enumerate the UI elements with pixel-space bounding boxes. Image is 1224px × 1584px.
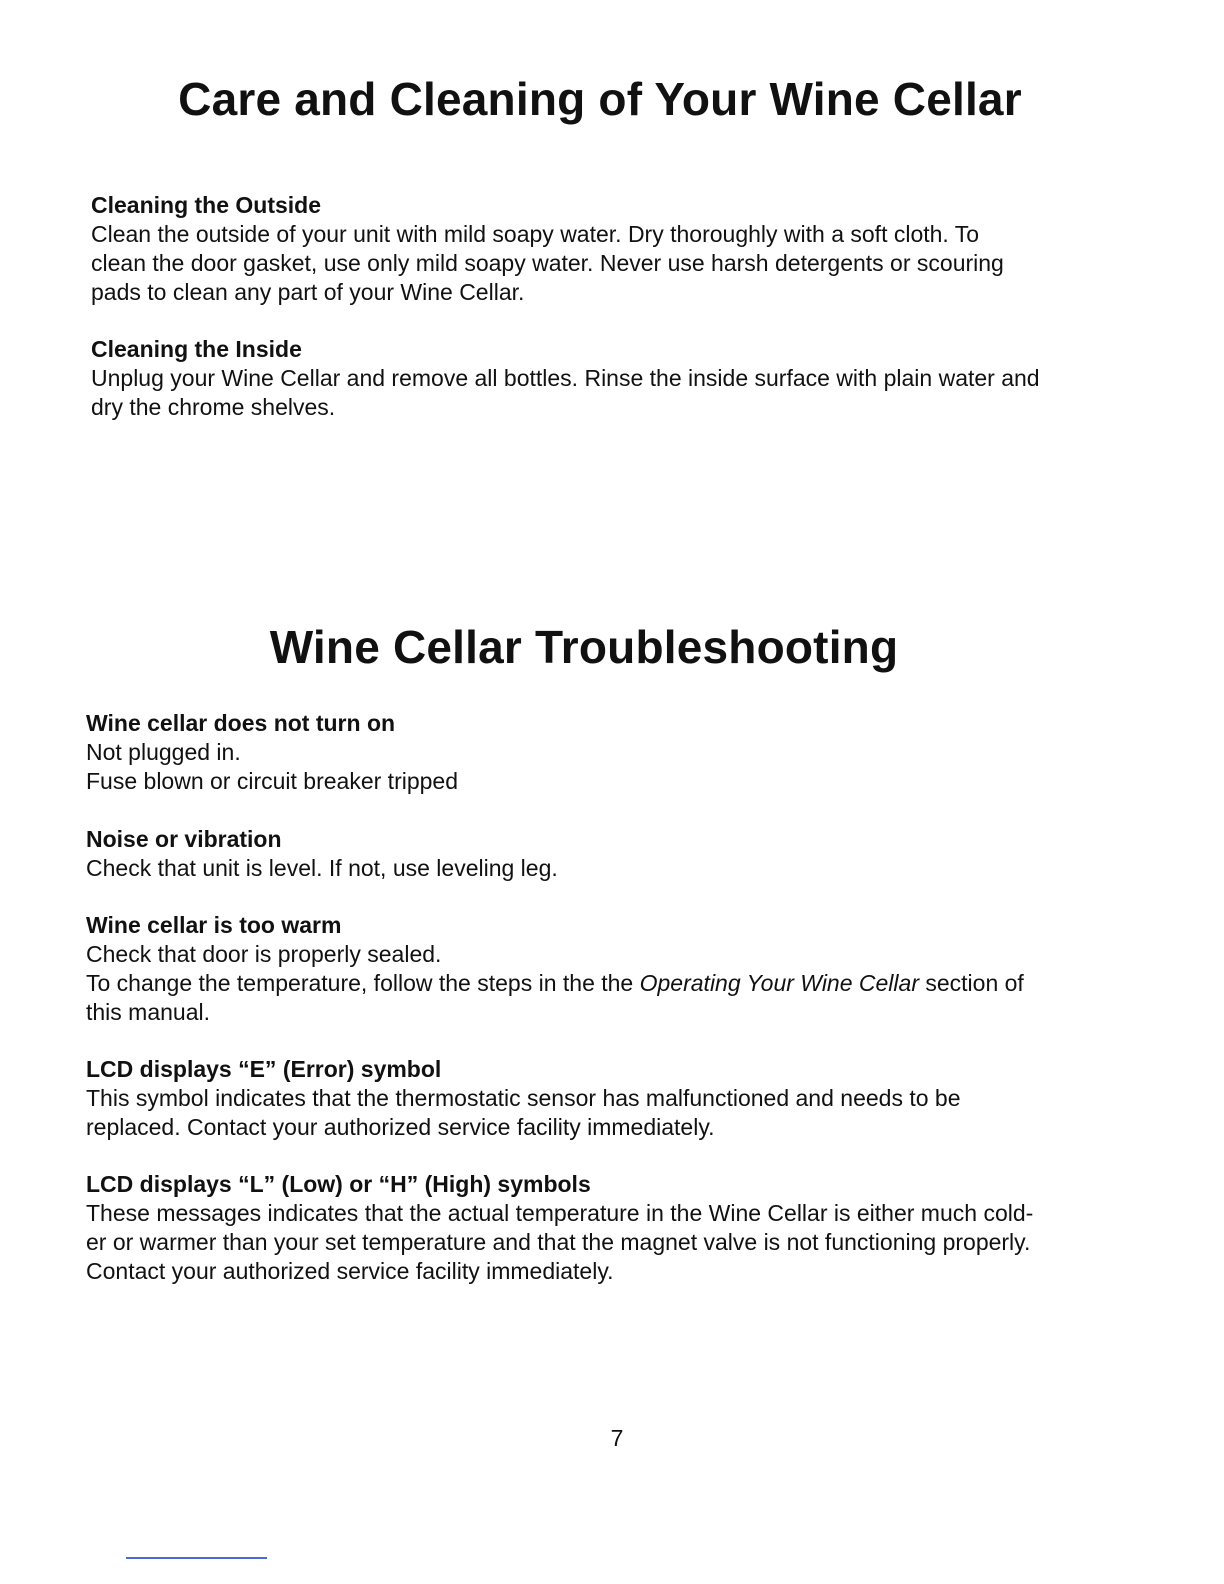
too-warm-line-2-end: section of — [918, 970, 1024, 996]
error-symbol-line-2: replaced. Contact your authorized service facility immediately. — [86, 1114, 715, 1140]
page-number: 7 — [610, 1425, 624, 1451]
no-power-line-2: Fuse blown or circuit breaker tripped — [86, 768, 458, 794]
cleaning-inside-heading: Cleaning the Inside — [91, 336, 302, 362]
error-symbol-heading: LCD displays “E” (Error) symbol — [86, 1056, 442, 1082]
error-symbol-section — [86, 1055, 1096, 1142]
no-power-line-1: Not plugged in. — [86, 739, 241, 765]
no-power-section — [86, 709, 1096, 796]
low-high-line-3: Contact your authorized service facility immediately. — [86, 1258, 614, 1284]
low-high-line-2: er or warmer than your set temperature and that the magnet valve is not functioning properly. — [86, 1229, 1031, 1255]
too-warm-section — [86, 911, 1096, 1027]
footer-rule — [126, 1557, 267, 1559]
too-warm-heading: Wine cellar is too warm — [86, 912, 342, 938]
noise-section — [86, 825, 1096, 883]
cleaning-inside-line-2: dry the chrome shelves. — [91, 394, 336, 420]
cleaning-outside-section — [91, 191, 1101, 307]
operating-section-reference: Operating Your Wine Cellar — [639, 970, 919, 996]
too-warm-line-2 — [86, 969, 1096, 998]
no-power-heading: Wine cellar does not turn on — [86, 710, 396, 736]
cleaning-inside-line-1: Unplug your Wine Cellar and remove all bottles. Rinse the inside surface with plain water and — [91, 365, 1040, 391]
low-high-line-1: These messages indicates that the actual temperature in the Wine Cellar is either much cold- — [86, 1200, 1034, 1226]
too-warm-line-2-start: To change the temperature, follow the steps in the the — [86, 970, 640, 996]
cleaning-outside-line-3: pads to clean any part of your Wine Cellar. — [91, 279, 525, 305]
low-high-heading: LCD displays “L” (Low) or “H” (High) symbols — [86, 1171, 591, 1197]
error-symbol-line-1: This symbol indicates that the thermostatic sensor has malfunctioned and needs to be — [86, 1085, 961, 1111]
cleaning-outside-line-2: clean the door gasket, use only mild soapy water. Never use harsh detergents or scouring — [91, 250, 1004, 276]
care-cleaning-title: Care and Cleaning of Your Wine Cellar — [178, 73, 1022, 125]
too-warm-line-3: this manual. — [86, 999, 211, 1025]
troubleshooting-title: Wine Cellar Troubleshooting — [269, 621, 899, 673]
cleaning-inside-section — [91, 335, 1101, 422]
noise-line-1: Check that unit is level. If not, use leveling leg. — [86, 855, 558, 881]
noise-heading: Noise or vibration — [86, 826, 282, 852]
too-warm-line-1: Check that door is properly sealed. — [86, 941, 442, 967]
cleaning-outside-line-1: Clean the outside of your unit with mild soapy water. Dry thoroughly with a soft cloth. To — [91, 221, 980, 247]
cleaning-outside-heading: Cleaning the Outside — [91, 192, 322, 218]
low-high-section — [86, 1170, 1096, 1286]
